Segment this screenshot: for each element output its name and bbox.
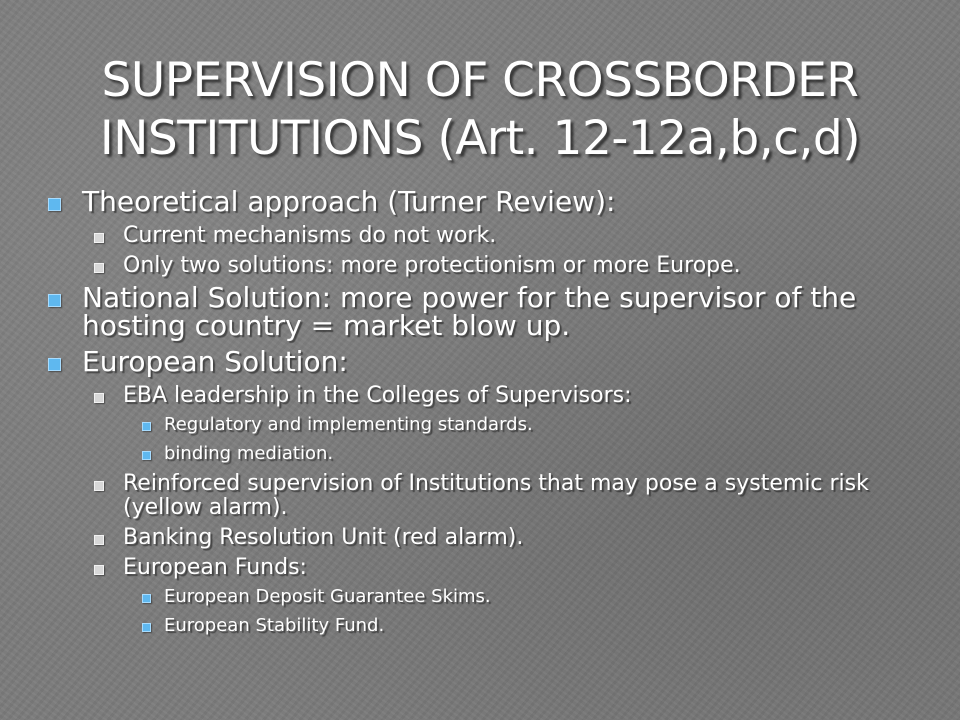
bullet-national-solution — [0, 281, 960, 342]
bullet-text: binding mediation. — [164, 443, 334, 464]
square-bullet-icon — [142, 623, 151, 632]
bullet-text: European Stability Fund. — [164, 615, 385, 636]
slide-title — [30, 52, 930, 168]
bullet-text: European Solution: — [82, 345, 348, 378]
bullet-text: European Deposit Guarantee Skims. — [164, 586, 491, 607]
sub-sub-bullet-binding-mediation — [0, 443, 960, 465]
bullet-text: Only two solutions: more protectionism or more Europe. — [123, 253, 741, 278]
bullet-text: Current mechanisms do not work. — [123, 223, 497, 248]
title-line-2: INSTITUTIONS (Art. 12-12a,b,c,d) — [99, 111, 861, 166]
square-bullet-icon — [94, 263, 104, 273]
sub-sub-bullet-deposit-guarantee — [0, 586, 960, 608]
square-bullet-icon — [94, 481, 104, 491]
sub-bullet-banking-resolution-unit — [0, 526, 960, 550]
bullet-list — [0, 185, 960, 644]
title-line-1: SUPERVISION OF CROSSBORDER — [101, 53, 859, 108]
square-bullet-icon — [94, 565, 104, 575]
square-bullet-icon — [142, 594, 151, 603]
sub-bullet-european-funds — [0, 556, 960, 580]
bullet-text: Reinforced supervision of Institutions that may pose a systemic risk (yellow alarm). — [123, 471, 869, 520]
bullet-text: Banking Resolution Unit (red alarm). — [123, 525, 524, 550]
bullet-text: EBA leadership in the Colleges of Supervisors: — [123, 383, 632, 408]
square-bullet-icon — [48, 294, 61, 307]
bullet-text: National Solution: more power for the supervisor of the hosting country = market blow up. — [82, 281, 857, 342]
sub-sub-bullet-stability-fund — [0, 615, 960, 637]
square-bullet-icon — [48, 358, 61, 371]
square-bullet-icon — [142, 451, 151, 460]
square-bullet-icon — [94, 393, 104, 403]
bullet-european-solution — [0, 345, 960, 378]
sub-bullet-current-mechanisms — [0, 224, 960, 248]
sub-bullet-eba-leadership — [0, 384, 960, 408]
bullet-text: European Funds: — [123, 555, 307, 580]
bullet-text: Theoretical approach (Turner Review): — [82, 185, 616, 218]
bullet-theoretical-approach — [0, 185, 960, 218]
sub-bullet-reinforced-supervision — [0, 472, 960, 520]
square-bullet-icon — [142, 422, 151, 431]
square-bullet-icon — [94, 535, 104, 545]
square-bullet-icon — [48, 198, 61, 211]
sub-sub-bullet-regulatory-standards — [0, 414, 960, 436]
sub-bullet-two-solutions — [0, 254, 960, 278]
square-bullet-icon — [94, 233, 104, 243]
bullet-text: Regulatory and implementing standards. — [164, 414, 533, 435]
